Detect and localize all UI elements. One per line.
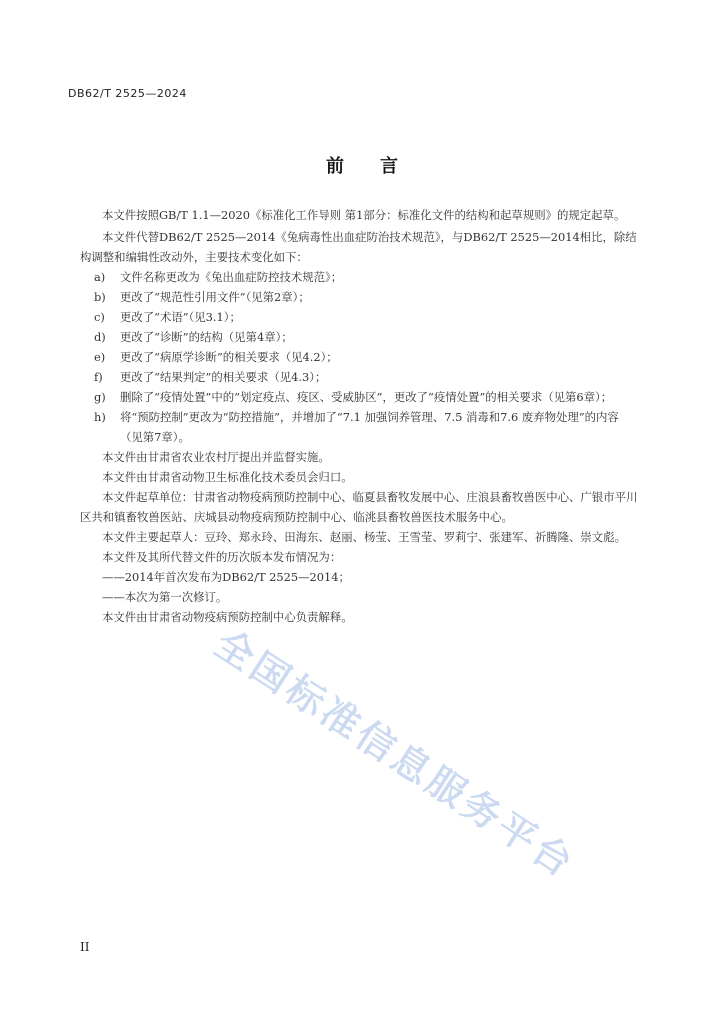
list-item: [80, 287, 638, 307]
list-item: [80, 407, 638, 447]
paragraph-committee: 本文件由甘肃省动物卫生标准化技术委员会归口。: [102, 470, 353, 484]
list-text: 更改了“病原学诊断”的相关要求（见4.2）；: [120, 350, 338, 364]
page-number: II: [80, 940, 90, 954]
list-marker: d): [94, 330, 106, 344]
foreword-body: [80, 205, 638, 627]
paragraph-drafting-units: 本文件起草单位：甘肃省动物疫病预防控制中心、临夏县畜牧发展中心、庄浪县畜牧兽医中心、广银市平川区共和镇畜牧兽医站、庆城县动物疫病预防控制中心、临洮县畜牧兽医技术服务中心。: [80, 490, 638, 524]
history-item: ——本次为第一次修订。: [102, 590, 228, 604]
list-text: 删除了“疫情处置”中的“划定疫点、疫区、受威胁区”，更改了“疫情处置”的相关要求（见第6章）；: [120, 390, 613, 404]
list-marker: a): [94, 270, 106, 284]
list-item: [80, 267, 638, 287]
list-item: [80, 367, 638, 387]
list-marker: g): [94, 390, 106, 404]
paragraph-replacement: 本文件代替DB62/T 2525—2014《兔病毒性出血症防治技术规范》，与DB62/T 2525—2014相比，除结构调整和编辑性改动外，主要技术变化如下：: [80, 230, 637, 264]
paragraph-interpretation: 本文件由甘肃省动物疫病预防控制中心负责解释。: [102, 610, 353, 624]
paragraph-drafters: 本文件主要起草人：豆玲、郑永玲、田海东、赵丽、杨莹、王雪莹、罗莉宁、张建军、祈腾隆、崇文彪。: [102, 530, 626, 544]
list-text: 更改了“结果判定”的相关要求（见4.3）；: [120, 370, 327, 384]
list-text: 将“预防控制”更改为“防控措施”，并增加了“7.1 加强饲养管理、7.5 消毒和7.6 废弃物处理”的内容（见第7章）。: [120, 410, 619, 444]
list-marker: h): [94, 410, 106, 424]
watermark: 全国标准信息服务平台: [207, 621, 584, 887]
list-text: 更改了“诊断”的结构（见第4章）；: [120, 330, 293, 344]
list-item: [80, 327, 638, 347]
list-text: 更改了“术语”（见3.1）；: [120, 310, 241, 324]
list-marker: b): [94, 290, 106, 304]
paragraph-proposer: 本文件由甘肃省农业农村厅提出并监督实施。: [102, 450, 330, 464]
list-text: 文件名称更改为《兔出血症防控技术规范》；: [120, 270, 343, 284]
standard-code: DB62/T 2525—2024: [68, 87, 187, 100]
list-item: [80, 387, 638, 407]
list-item: [80, 347, 638, 367]
page-title: 前言: [326, 156, 434, 177]
list-item: [80, 307, 638, 327]
history-item: ——2014年首次发布为DB62/T 2525—2014；: [102, 570, 350, 584]
paragraph-history-intro: 本文件及其所代替文件的历次版本发布情况为：: [102, 550, 342, 564]
list-marker: c): [94, 310, 105, 324]
list-marker: f): [94, 370, 103, 384]
list-marker: e): [94, 350, 106, 364]
paragraph-drafting-rules: 本文件按照GB/T 1.1—2020《标准化工作导则 第1部分：标准化文件的结构和起草规则》的规定起草。: [102, 208, 626, 222]
list-text: 更改了“规范性引用文件”（见第2章）；: [120, 290, 310, 304]
changes-list: [80, 267, 638, 447]
